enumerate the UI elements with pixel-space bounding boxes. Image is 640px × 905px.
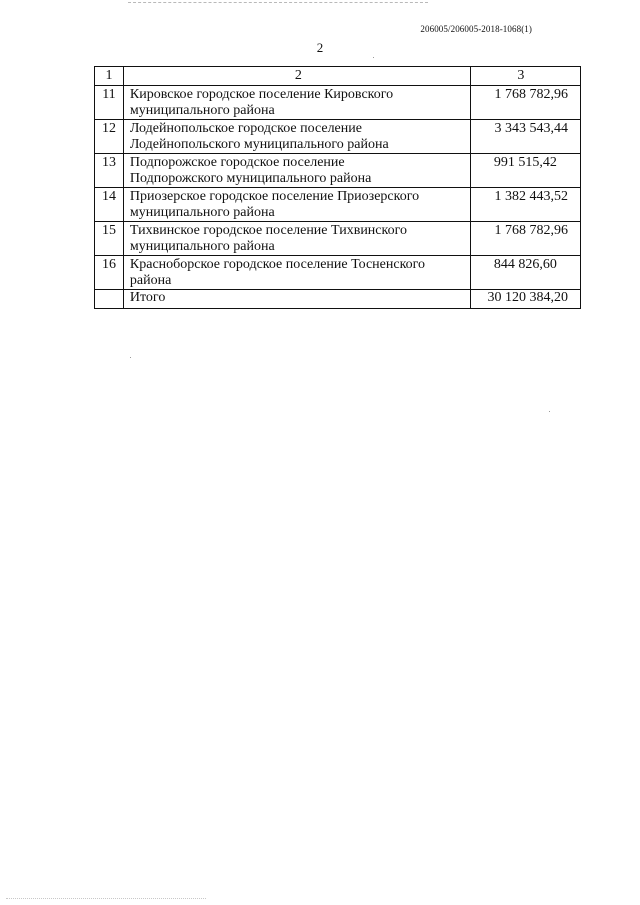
row-number: 14 <box>95 188 124 222</box>
row-number: 13 <box>95 154 124 188</box>
column-header-number: 1 <box>95 67 124 86</box>
row-name <box>123 154 470 188</box>
total-number-empty <box>95 290 124 309</box>
row-sum: 3 343 543,44 <box>470 120 580 154</box>
table-row <box>95 154 581 188</box>
table-header-row <box>95 67 581 86</box>
total-sum: 30 120 384,20 <box>470 290 580 309</box>
row-sum: 991 515,42 <box>470 154 580 188</box>
row-name-line: Подпорожского муниципального района <box>129 171 372 186</box>
row-number: 12 <box>95 120 124 154</box>
scan-speck <box>373 57 374 58</box>
scan-artifact-top <box>128 2 428 3</box>
scan-artifact-bottom <box>6 898 206 899</box>
total-label: Итого <box>123 290 470 309</box>
column-header-name: 2 <box>123 67 470 86</box>
row-sum: 1 382 443,52 <box>470 188 580 222</box>
row-name <box>123 188 470 222</box>
row-name <box>123 222 470 256</box>
table-row <box>95 256 581 290</box>
row-sum: 1 768 782,96 <box>470 222 580 256</box>
table-row <box>95 222 581 256</box>
scan-speck <box>549 411 550 412</box>
allocation-table <box>94 66 581 309</box>
row-name-line: Тихвинское городское поселение Тихвинского <box>129 223 407 238</box>
page-number: 2 <box>316 40 324 55</box>
row-sum: 844 826,60 <box>470 256 580 290</box>
document-code: 206005/206005-2018-1068(1) <box>420 24 532 34</box>
table-row <box>95 120 581 154</box>
table-row <box>95 86 581 120</box>
row-name-line: Лодейнопольского муниципального района <box>129 137 389 152</box>
row-name-line: Лодейнопольское городское поселение <box>129 121 362 136</box>
row-name-line: Красноборское городское поселение Тосненского <box>129 257 426 272</box>
row-number: 11 <box>95 86 124 120</box>
row-name <box>123 120 470 154</box>
scan-speck <box>130 357 131 358</box>
table-row <box>95 188 581 222</box>
row-name-line: муниципального района <box>129 239 275 254</box>
row-name-line: муниципального района <box>129 205 275 220</box>
row-name <box>123 86 470 120</box>
table-total-row <box>95 290 581 309</box>
row-name-line: Подпорожское городское поселение <box>129 155 345 170</box>
row-name-line: Приозерское городское поселение Приозерского <box>129 189 420 204</box>
row-sum: 1 768 782,96 <box>470 86 580 120</box>
row-name-line: муниципального района <box>129 103 275 118</box>
row-name <box>123 256 470 290</box>
row-number: 16 <box>95 256 124 290</box>
row-name-line: района <box>129 273 172 288</box>
column-header-sum: 3 <box>470 67 580 86</box>
row-number: 15 <box>95 222 124 256</box>
row-name-line: Кировское городское поселение Кировского <box>129 87 394 102</box>
